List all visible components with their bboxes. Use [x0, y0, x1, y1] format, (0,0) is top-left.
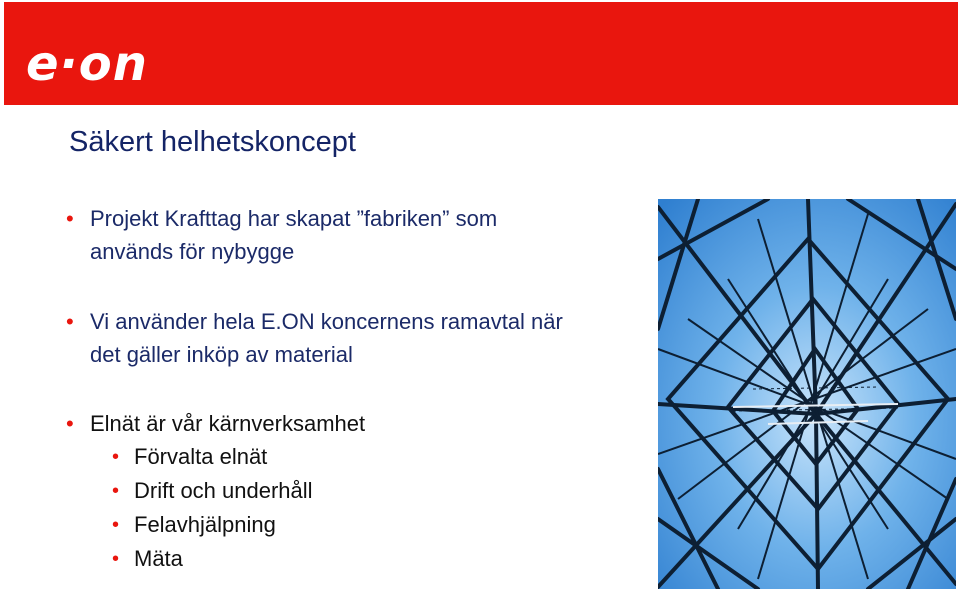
bullet-item	[66, 305, 626, 371]
bullet-text-line: Vi använder hela E.ON koncernens ramavtal när	[90, 309, 563, 334]
bullet-text-line: Elnät är vår kärnverksamhet	[90, 411, 366, 436]
sub-bullet-item: • Drift och underhåll	[112, 474, 626, 508]
slide-title: Säkert helhetskoncept	[69, 126, 356, 158]
power-pylon-photo	[658, 199, 956, 589]
sub-bullet-item: • Felavhjälpning	[112, 508, 626, 542]
pylon-illustration	[658, 199, 956, 589]
bullet-list	[66, 202, 626, 576]
bullet-item	[66, 202, 626, 268]
bullet-text-line: det gäller inköp av material	[90, 342, 353, 367]
bullet-text-line: Projekt Krafttag har skapat ”fabriken” som	[90, 206, 498, 231]
sub-bullet-item: • Förvalta elnät	[112, 440, 626, 474]
sub-bullet-item: • Mäta	[112, 542, 626, 576]
bullet-item	[66, 407, 626, 576]
eon-logo: e·on	[26, 36, 148, 92]
header-bar	[4, 2, 958, 105]
sub-bullet-list	[90, 440, 626, 576]
bullet-text-line: används för nybygge	[90, 239, 295, 264]
